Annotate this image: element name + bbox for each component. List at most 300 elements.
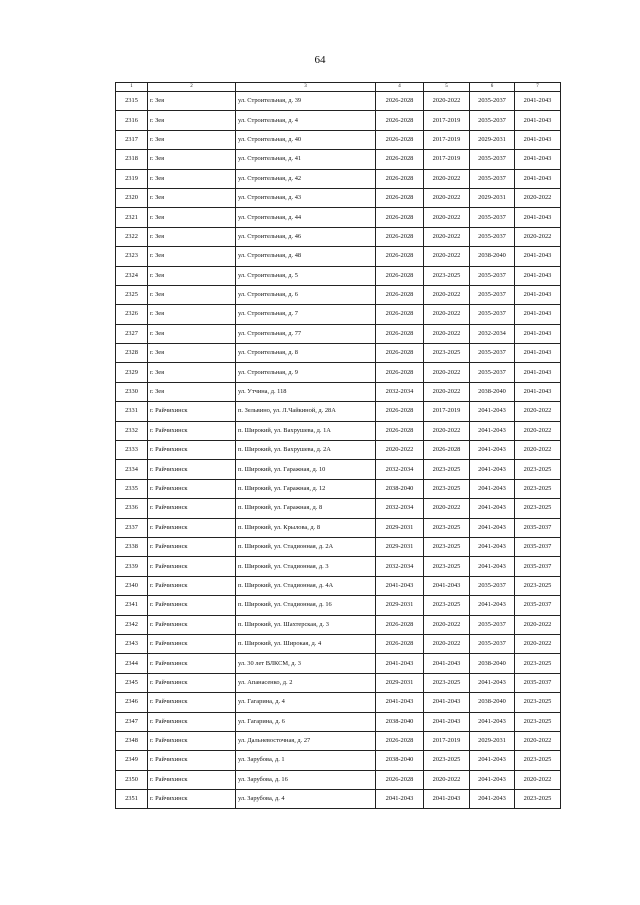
period-cell: 2041-2043 xyxy=(515,363,561,382)
period-cell: 2020-2022 xyxy=(515,188,561,207)
page-number: 64 xyxy=(314,54,326,66)
table-row xyxy=(116,790,561,809)
city-cell: г. Райчихинск xyxy=(148,518,236,537)
period-cell: 2020-2022 xyxy=(424,92,470,111)
address-cell: ул. Строительная, д. 8 xyxy=(236,344,376,363)
table-body xyxy=(116,92,561,809)
period-cell: 2041-2043 xyxy=(470,402,515,421)
address-cell: ул. Строительная, д. 44 xyxy=(236,208,376,227)
period-cell: 2032-2034 xyxy=(376,557,424,576)
table-row xyxy=(116,537,561,556)
period-cell: 2041-2043 xyxy=(424,712,470,731)
period-cell: 2041-2043 xyxy=(470,790,515,809)
address-cell: п. Широкий, ул. Гаражная, д. 10 xyxy=(236,460,376,479)
period-cell: 2035-2037 xyxy=(470,111,515,130)
period-cell: 2026-2028 xyxy=(376,770,424,789)
period-cell: 2041-2043 xyxy=(376,693,424,712)
city-cell: г. Райчихинск xyxy=(148,402,236,421)
address-cell: ул. Строительная, д. 39 xyxy=(236,92,376,111)
address-cell: п. Широкий, ул. Гаражная, д. 8 xyxy=(236,499,376,518)
period-cell: 2020-2022 xyxy=(376,441,424,460)
period-cell: 2020-2022 xyxy=(515,402,561,421)
period-cell: 2032-2034 xyxy=(470,324,515,343)
row-number: 2325 xyxy=(116,285,148,304)
address-cell: ул. Строительная, д. 42 xyxy=(236,169,376,188)
row-number: 2340 xyxy=(116,576,148,595)
period-cell: 2038-2040 xyxy=(470,654,515,673)
period-cell: 2035-2037 xyxy=(470,227,515,246)
period-cell: 2041-2043 xyxy=(515,382,561,401)
address-cell: ул. Апанасенко, д. 2 xyxy=(236,673,376,692)
address-cell: ул. Утчина, д. 118 xyxy=(236,382,376,401)
row-number: 2333 xyxy=(116,441,148,460)
table-row xyxy=(116,266,561,285)
address-cell: п. Широкий, ул. Гаражная, д. 12 xyxy=(236,479,376,498)
row-number: 2326 xyxy=(116,305,148,324)
header-cell: 6 xyxy=(470,83,515,92)
period-cell: 2035-2037 xyxy=(515,557,561,576)
period-cell: 2041-2043 xyxy=(470,596,515,615)
city-cell: г. Зея xyxy=(148,150,236,169)
period-cell: 2029-2031 xyxy=(470,731,515,750)
period-cell: 2041-2043 xyxy=(470,557,515,576)
period-cell: 2032-2034 xyxy=(376,460,424,479)
address-cell: п. Широкий, ул. Стадионная, д. 2А xyxy=(236,537,376,556)
city-cell: г. Райчихинск xyxy=(148,634,236,653)
period-cell: 2041-2043 xyxy=(515,266,561,285)
period-cell: 2035-2037 xyxy=(470,169,515,188)
period-cell: 2041-2043 xyxy=(470,460,515,479)
city-cell: г. Райчихинск xyxy=(148,654,236,673)
header-cell: 5 xyxy=(424,83,470,92)
period-cell: 2020-2022 xyxy=(424,208,470,227)
row-number: 2329 xyxy=(116,363,148,382)
table-row xyxy=(116,402,561,421)
city-cell: г. Зея xyxy=(148,324,236,343)
period-cell: 2023-2025 xyxy=(515,499,561,518)
row-number: 2322 xyxy=(116,227,148,246)
row-number: 2330 xyxy=(116,382,148,401)
period-cell: 2020-2022 xyxy=(424,421,470,440)
table-row xyxy=(116,324,561,343)
period-cell: 2026-2028 xyxy=(376,324,424,343)
period-cell: 2035-2037 xyxy=(470,92,515,111)
period-cell: 2041-2043 xyxy=(470,441,515,460)
row-number: 2344 xyxy=(116,654,148,673)
city-cell: г. Райчихинск xyxy=(148,693,236,712)
period-cell: 2041-2043 xyxy=(424,693,470,712)
city-cell: г. Райчихинск xyxy=(148,576,236,595)
period-cell: 2026-2028 xyxy=(376,285,424,304)
row-number: 2331 xyxy=(116,402,148,421)
table-row xyxy=(116,712,561,731)
address-cell: ул. Строительная, д. 46 xyxy=(236,227,376,246)
city-cell: г. Зея xyxy=(148,208,236,227)
table-row xyxy=(116,634,561,653)
row-number: 2348 xyxy=(116,731,148,750)
table-row xyxy=(116,751,561,770)
city-cell: г. Райчихинск xyxy=(148,731,236,750)
period-cell: 2023-2025 xyxy=(424,596,470,615)
table-row xyxy=(116,208,561,227)
period-cell: 2041-2043 xyxy=(515,208,561,227)
row-number: 2338 xyxy=(116,537,148,556)
period-cell: 2026-2028 xyxy=(376,421,424,440)
header-cell: 3 xyxy=(236,83,376,92)
header-cell: 7 xyxy=(515,83,561,92)
period-cell: 2017-2019 xyxy=(424,402,470,421)
address-cell: ул. Строительная, д. 41 xyxy=(236,150,376,169)
row-number: 2316 xyxy=(116,111,148,130)
address-cell: ул. Строительная, д. 40 xyxy=(236,130,376,149)
city-cell: г. Райчихинск xyxy=(148,557,236,576)
row-number: 2345 xyxy=(116,673,148,692)
period-cell: 2038-2040 xyxy=(376,751,424,770)
address-cell: ул. 30 лет ВЛКСМ, д. 3 xyxy=(236,654,376,673)
period-cell: 2026-2028 xyxy=(376,169,424,188)
period-cell: 2023-2025 xyxy=(515,479,561,498)
period-cell: 2035-2037 xyxy=(470,363,515,382)
city-cell: г. Зея xyxy=(148,130,236,149)
address-cell: ул. Строительная, д. 6 xyxy=(236,285,376,304)
period-cell: 2035-2037 xyxy=(470,208,515,227)
period-cell: 2038-2040 xyxy=(470,247,515,266)
period-cell: 2026-2028 xyxy=(376,208,424,227)
period-cell: 2026-2028 xyxy=(376,363,424,382)
period-cell: 2026-2028 xyxy=(376,305,424,324)
period-cell: 2023-2025 xyxy=(515,654,561,673)
city-cell: г. Зея xyxy=(148,227,236,246)
period-cell: 2029-2031 xyxy=(470,130,515,149)
city-cell: г. Райчихинск xyxy=(148,596,236,615)
table-row xyxy=(116,382,561,401)
city-cell: г. Зея xyxy=(148,188,236,207)
row-number: 2350 xyxy=(116,770,148,789)
period-cell: 2035-2037 xyxy=(470,344,515,363)
city-cell: г. Райчихинск xyxy=(148,770,236,789)
period-cell: 2023-2025 xyxy=(515,576,561,595)
period-cell: 2041-2043 xyxy=(470,537,515,556)
row-number: 2327 xyxy=(116,324,148,343)
period-cell: 2041-2043 xyxy=(515,92,561,111)
header-row xyxy=(116,83,561,92)
table-row xyxy=(116,111,561,130)
row-number: 2320 xyxy=(116,188,148,207)
period-cell: 2029-2031 xyxy=(376,596,424,615)
city-cell: г. Зея xyxy=(148,363,236,382)
period-cell: 2035-2037 xyxy=(470,266,515,285)
period-cell: 2020-2022 xyxy=(424,634,470,653)
period-cell: 2026-2028 xyxy=(376,615,424,634)
row-number: 2334 xyxy=(116,460,148,479)
row-number: 2347 xyxy=(116,712,148,731)
address-cell: ул. Строительная, д. 9 xyxy=(236,363,376,382)
table-row xyxy=(116,169,561,188)
period-cell: 2026-2028 xyxy=(376,634,424,653)
period-cell: 2023-2025 xyxy=(515,460,561,479)
address-cell: п. Широкий, ул. Крылова, д. 8 xyxy=(236,518,376,537)
header-cell: 2 xyxy=(148,83,236,92)
address-cell: ул. Строительная, д. 43 xyxy=(236,188,376,207)
table-row xyxy=(116,731,561,750)
period-cell: 2026-2028 xyxy=(376,111,424,130)
table-row xyxy=(116,130,561,149)
period-cell: 2041-2043 xyxy=(470,421,515,440)
city-cell: г. Райчихинск xyxy=(148,615,236,634)
period-cell: 2020-2022 xyxy=(424,324,470,343)
city-cell: г. Райчихинск xyxy=(148,537,236,556)
address-cell: ул. Строительная, д. 5 xyxy=(236,266,376,285)
table-row xyxy=(116,247,561,266)
period-cell: 2032-2034 xyxy=(376,499,424,518)
address-cell: п. Широкий, ул. Вахрушева, д. 2А xyxy=(236,441,376,460)
table-row xyxy=(116,518,561,537)
period-cell: 2035-2037 xyxy=(470,576,515,595)
period-cell: 2041-2043 xyxy=(470,673,515,692)
table-row xyxy=(116,227,561,246)
city-cell: г. Райчихинск xyxy=(148,790,236,809)
period-cell: 2017-2019 xyxy=(424,150,470,169)
period-cell: 2035-2037 xyxy=(470,634,515,653)
header-cell: 1 xyxy=(116,83,148,92)
period-cell: 2029-2031 xyxy=(376,673,424,692)
period-cell: 2020-2022 xyxy=(515,731,561,750)
row-number: 2339 xyxy=(116,557,148,576)
period-cell: 2020-2022 xyxy=(424,169,470,188)
period-cell: 2041-2043 xyxy=(424,790,470,809)
table-row xyxy=(116,441,561,460)
row-number: 2343 xyxy=(116,634,148,653)
city-cell: г. Зея xyxy=(148,344,236,363)
address-cell: п. Широкий, ул. Стадионная, д. 3 xyxy=(236,557,376,576)
period-cell: 2035-2037 xyxy=(470,615,515,634)
period-cell: 2023-2025 xyxy=(424,460,470,479)
city-cell: г. Зея xyxy=(148,247,236,266)
city-cell: г. Зея xyxy=(148,111,236,130)
period-cell: 2026-2028 xyxy=(376,344,424,363)
city-cell: г. Зея xyxy=(148,92,236,111)
period-cell: 2041-2043 xyxy=(470,479,515,498)
row-number: 2342 xyxy=(116,615,148,634)
city-cell: г. Зея xyxy=(148,169,236,188)
row-number: 2315 xyxy=(116,92,148,111)
period-cell: 2023-2025 xyxy=(424,518,470,537)
table-row xyxy=(116,576,561,595)
period-cell: 2041-2043 xyxy=(424,654,470,673)
city-cell: г. Райчихинск xyxy=(148,712,236,731)
table-row xyxy=(116,596,561,615)
period-cell: 2020-2022 xyxy=(515,770,561,789)
period-cell: 2041-2043 xyxy=(515,305,561,324)
period-cell: 2041-2043 xyxy=(470,499,515,518)
period-cell: 2020-2022 xyxy=(424,305,470,324)
table-row xyxy=(116,188,561,207)
table-row xyxy=(116,460,561,479)
period-cell: 2017-2019 xyxy=(424,130,470,149)
period-cell: 2020-2022 xyxy=(424,285,470,304)
period-cell: 2035-2037 xyxy=(515,518,561,537)
period-cell: 2026-2028 xyxy=(376,150,424,169)
address-cell: ул. Строительная, д. 48 xyxy=(236,247,376,266)
period-cell: 2035-2037 xyxy=(470,285,515,304)
address-cell: ул. Строительная, д. 4 xyxy=(236,111,376,130)
row-number: 2323 xyxy=(116,247,148,266)
schedule-table xyxy=(115,82,561,809)
table-row xyxy=(116,92,561,111)
period-cell: 2035-2037 xyxy=(470,150,515,169)
period-cell: 2041-2043 xyxy=(515,247,561,266)
row-number: 2336 xyxy=(116,499,148,518)
period-cell: 2026-2028 xyxy=(376,188,424,207)
period-cell: 2035-2037 xyxy=(515,596,561,615)
address-cell: ул. Зарубова, д. 1 xyxy=(236,751,376,770)
period-cell: 2041-2043 xyxy=(470,712,515,731)
period-cell: 2041-2043 xyxy=(470,770,515,789)
period-cell: 2041-2043 xyxy=(515,344,561,363)
period-cell: 2032-2034 xyxy=(376,382,424,401)
period-cell: 2029-2031 xyxy=(376,537,424,556)
address-cell: ул. Строительная, д. 7 xyxy=(236,305,376,324)
period-cell: 2041-2043 xyxy=(515,150,561,169)
period-cell: 2026-2028 xyxy=(376,247,424,266)
period-cell: 2041-2043 xyxy=(515,111,561,130)
table-row xyxy=(116,305,561,324)
table-row xyxy=(116,499,561,518)
period-cell: 2038-2040 xyxy=(376,479,424,498)
period-cell: 2020-2022 xyxy=(515,421,561,440)
row-number: 2335 xyxy=(116,479,148,498)
row-number: 2321 xyxy=(116,208,148,227)
city-cell: г. Райчихинск xyxy=(148,751,236,770)
period-cell: 2041-2043 xyxy=(515,169,561,188)
period-cell: 2020-2022 xyxy=(424,499,470,518)
address-cell: ул. Дальневосточная, д. 27 xyxy=(236,731,376,750)
period-cell: 2023-2025 xyxy=(424,751,470,770)
period-cell: 2041-2043 xyxy=(424,576,470,595)
period-cell: 2020-2022 xyxy=(424,382,470,401)
period-cell: 2038-2040 xyxy=(376,712,424,731)
city-cell: г. Райчихинск xyxy=(148,421,236,440)
table-row xyxy=(116,557,561,576)
city-cell: г. Райчихинск xyxy=(148,673,236,692)
period-cell: 2041-2043 xyxy=(376,790,424,809)
address-cell: п. Широкий, ул. Вахрушева, д. 1А xyxy=(236,421,376,440)
address-cell: ул. Зарубова, д. 16 xyxy=(236,770,376,789)
period-cell: 2041-2043 xyxy=(376,654,424,673)
row-number: 2317 xyxy=(116,130,148,149)
address-cell: ул. Строительная, д. 77 xyxy=(236,324,376,343)
period-cell: 2020-2022 xyxy=(424,247,470,266)
table-row xyxy=(116,693,561,712)
period-cell: 2023-2025 xyxy=(515,712,561,731)
period-cell: 2023-2025 xyxy=(515,693,561,712)
city-cell: г. Райчихинск xyxy=(148,479,236,498)
period-cell: 2020-2022 xyxy=(515,634,561,653)
row-number: 2328 xyxy=(116,344,148,363)
period-cell: 2041-2043 xyxy=(470,518,515,537)
address-cell: ул. Гагарина, д. 4 xyxy=(236,693,376,712)
period-cell: 2026-2028 xyxy=(376,227,424,246)
row-number: 2349 xyxy=(116,751,148,770)
period-cell: 2020-2022 xyxy=(515,227,561,246)
table-row xyxy=(116,285,561,304)
period-cell: 2041-2043 xyxy=(515,130,561,149)
period-cell: 2041-2043 xyxy=(515,285,561,304)
period-cell: 2029-2031 xyxy=(376,518,424,537)
period-cell: 2026-2028 xyxy=(376,402,424,421)
city-cell: г. Зея xyxy=(148,285,236,304)
period-cell: 2026-2028 xyxy=(376,731,424,750)
table-row xyxy=(116,673,561,692)
period-cell: 2017-2019 xyxy=(424,111,470,130)
row-number: 2341 xyxy=(116,596,148,615)
table-row xyxy=(116,344,561,363)
address-cell: ул. Зарубова, д. 4 xyxy=(236,790,376,809)
period-cell: 2026-2028 xyxy=(376,92,424,111)
table-row xyxy=(116,654,561,673)
city-cell: г. Райчихинск xyxy=(148,499,236,518)
period-cell: 2023-2025 xyxy=(515,790,561,809)
row-number: 2318 xyxy=(116,150,148,169)
period-cell: 2026-2028 xyxy=(376,130,424,149)
row-number: 2346 xyxy=(116,693,148,712)
row-number: 2351 xyxy=(116,790,148,809)
table-row xyxy=(116,363,561,382)
address-cell: ул. Гагарина, д. 6 xyxy=(236,712,376,731)
address-cell: п. Широкий, ул. Стадионная, д. 16 xyxy=(236,596,376,615)
period-cell: 2023-2025 xyxy=(424,557,470,576)
row-number: 2337 xyxy=(116,518,148,537)
period-cell: 2035-2037 xyxy=(470,305,515,324)
city-cell: г. Зея xyxy=(148,382,236,401)
period-cell: 2020-2022 xyxy=(424,227,470,246)
address-cell: п. Широкий, ул. Шахтерская, д. 3 xyxy=(236,615,376,634)
period-cell: 2038-2040 xyxy=(470,382,515,401)
table-row xyxy=(116,421,561,440)
period-cell: 2026-2028 xyxy=(424,441,470,460)
period-cell: 2041-2043 xyxy=(376,576,424,595)
table-row xyxy=(116,479,561,498)
period-cell: 2023-2025 xyxy=(424,673,470,692)
period-cell: 2020-2022 xyxy=(424,615,470,634)
period-cell: 2038-2040 xyxy=(470,693,515,712)
city-cell: г. Зея xyxy=(148,305,236,324)
period-cell: 2020-2022 xyxy=(424,188,470,207)
period-cell: 2035-2037 xyxy=(515,537,561,556)
row-number: 2332 xyxy=(116,421,148,440)
period-cell: 2020-2022 xyxy=(515,441,561,460)
period-cell: 2020-2022 xyxy=(515,615,561,634)
table-row xyxy=(116,770,561,789)
period-cell: 2020-2022 xyxy=(424,363,470,382)
row-number: 2319 xyxy=(116,169,148,188)
city-cell: г. Райчихинск xyxy=(148,441,236,460)
period-cell: 2023-2025 xyxy=(515,751,561,770)
table-row xyxy=(116,150,561,169)
address-cell: п. Широкий, ул. Стадионная, д. 4А xyxy=(236,576,376,595)
period-cell: 2026-2028 xyxy=(376,266,424,285)
period-cell: 2041-2043 xyxy=(470,751,515,770)
period-cell: 2023-2025 xyxy=(424,344,470,363)
period-cell: 2041-2043 xyxy=(515,324,561,343)
address-cell: п. Широкий, ул. Широкая, д. 4 xyxy=(236,634,376,653)
header-cell: 4 xyxy=(376,83,424,92)
period-cell: 2029-2031 xyxy=(470,188,515,207)
period-cell: 2035-2037 xyxy=(515,673,561,692)
city-cell: г. Райчихинск xyxy=(148,460,236,479)
table-row xyxy=(116,615,561,634)
address-cell: п. Зельвино, ул. Л.Чайкиной, д. 28А xyxy=(236,402,376,421)
